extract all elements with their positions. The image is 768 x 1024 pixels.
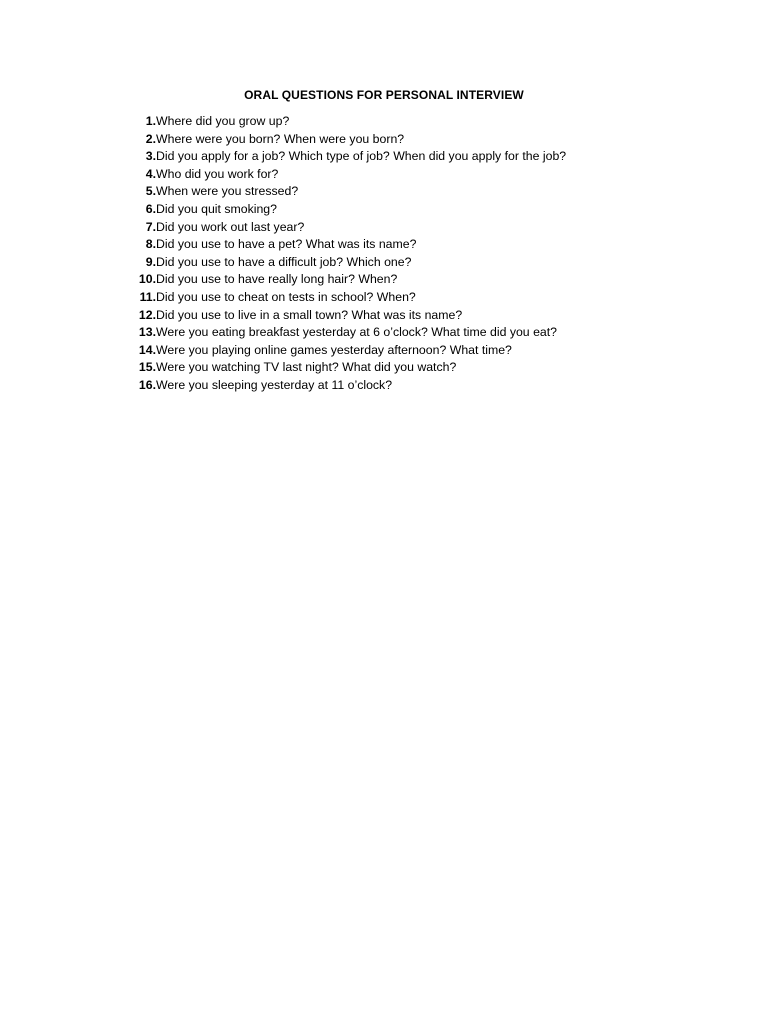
question-text: Did you use to have a difficult job? Which one? bbox=[156, 254, 412, 269]
question-text: Did you work out last year? bbox=[156, 219, 305, 234]
question-text: Were you eating breakfast yesterday at 6 o’clock? What time did you eat? bbox=[156, 325, 557, 340]
question-number: 3. bbox=[145, 149, 156, 164]
question-text: Did you use to live in a small town? What was its name? bbox=[156, 307, 463, 322]
question-text: Did you quit smoking? bbox=[156, 201, 277, 216]
question-number: 8. bbox=[145, 237, 156, 252]
question-text: Did you use to have really long hair? When? bbox=[156, 272, 398, 287]
question-number: 15. bbox=[138, 360, 156, 375]
list-item bbox=[128, 289, 728, 307]
question-text: Did you use to have a pet? What was its name? bbox=[156, 237, 417, 252]
question-list bbox=[128, 113, 728, 395]
question-text: Where were you born? When were you born? bbox=[156, 131, 405, 146]
question-number: 6. bbox=[145, 201, 156, 216]
list-item bbox=[128, 359, 728, 377]
question-number: 5. bbox=[145, 184, 156, 199]
question-text: Did you use to cheat on tests in school? When? bbox=[156, 289, 416, 304]
question-text: When were you stressed? bbox=[156, 184, 299, 199]
question-number: 11. bbox=[139, 289, 156, 304]
list-item bbox=[128, 219, 728, 237]
list-item bbox=[128, 324, 728, 342]
question-number: 16. bbox=[138, 377, 156, 392]
list-item bbox=[128, 183, 728, 201]
list-item bbox=[128, 377, 728, 395]
list-item bbox=[128, 201, 728, 219]
question-number: 4. bbox=[145, 166, 156, 181]
list-item bbox=[128, 113, 728, 131]
list-item bbox=[128, 271, 728, 289]
list-item bbox=[128, 166, 728, 184]
document-title: ORAL QUESTIONS FOR PERSONAL INTERVIEW bbox=[244, 88, 524, 102]
question-number: 13. bbox=[138, 325, 156, 340]
question-number: 10. bbox=[138, 272, 156, 287]
list-item bbox=[128, 254, 728, 272]
question-text: Were you watching TV last night? What did you watch? bbox=[156, 360, 457, 375]
question-number: 1. bbox=[145, 114, 156, 128]
question-text: Were you sleeping yesterday at 11 o’clock? bbox=[156, 377, 393, 392]
question-text: Who did you work for? bbox=[156, 166, 279, 181]
question-text: Did you apply for a job? Which type of job? When did you apply for the job? bbox=[156, 149, 567, 164]
question-text: Were you playing online games yesterday afternoon? What time? bbox=[156, 342, 512, 357]
list-item bbox=[128, 342, 728, 360]
question-number: 7. bbox=[145, 219, 156, 234]
list-item bbox=[128, 236, 728, 254]
list-item bbox=[128, 307, 728, 325]
list-item bbox=[128, 148, 728, 166]
question-number: 9. bbox=[145, 254, 156, 269]
question-number: 14. bbox=[138, 342, 156, 357]
list-item bbox=[128, 131, 728, 149]
question-number: 2. bbox=[145, 131, 156, 146]
question-text: Where did you grow up? bbox=[156, 114, 290, 128]
question-number: 12. bbox=[138, 307, 156, 322]
